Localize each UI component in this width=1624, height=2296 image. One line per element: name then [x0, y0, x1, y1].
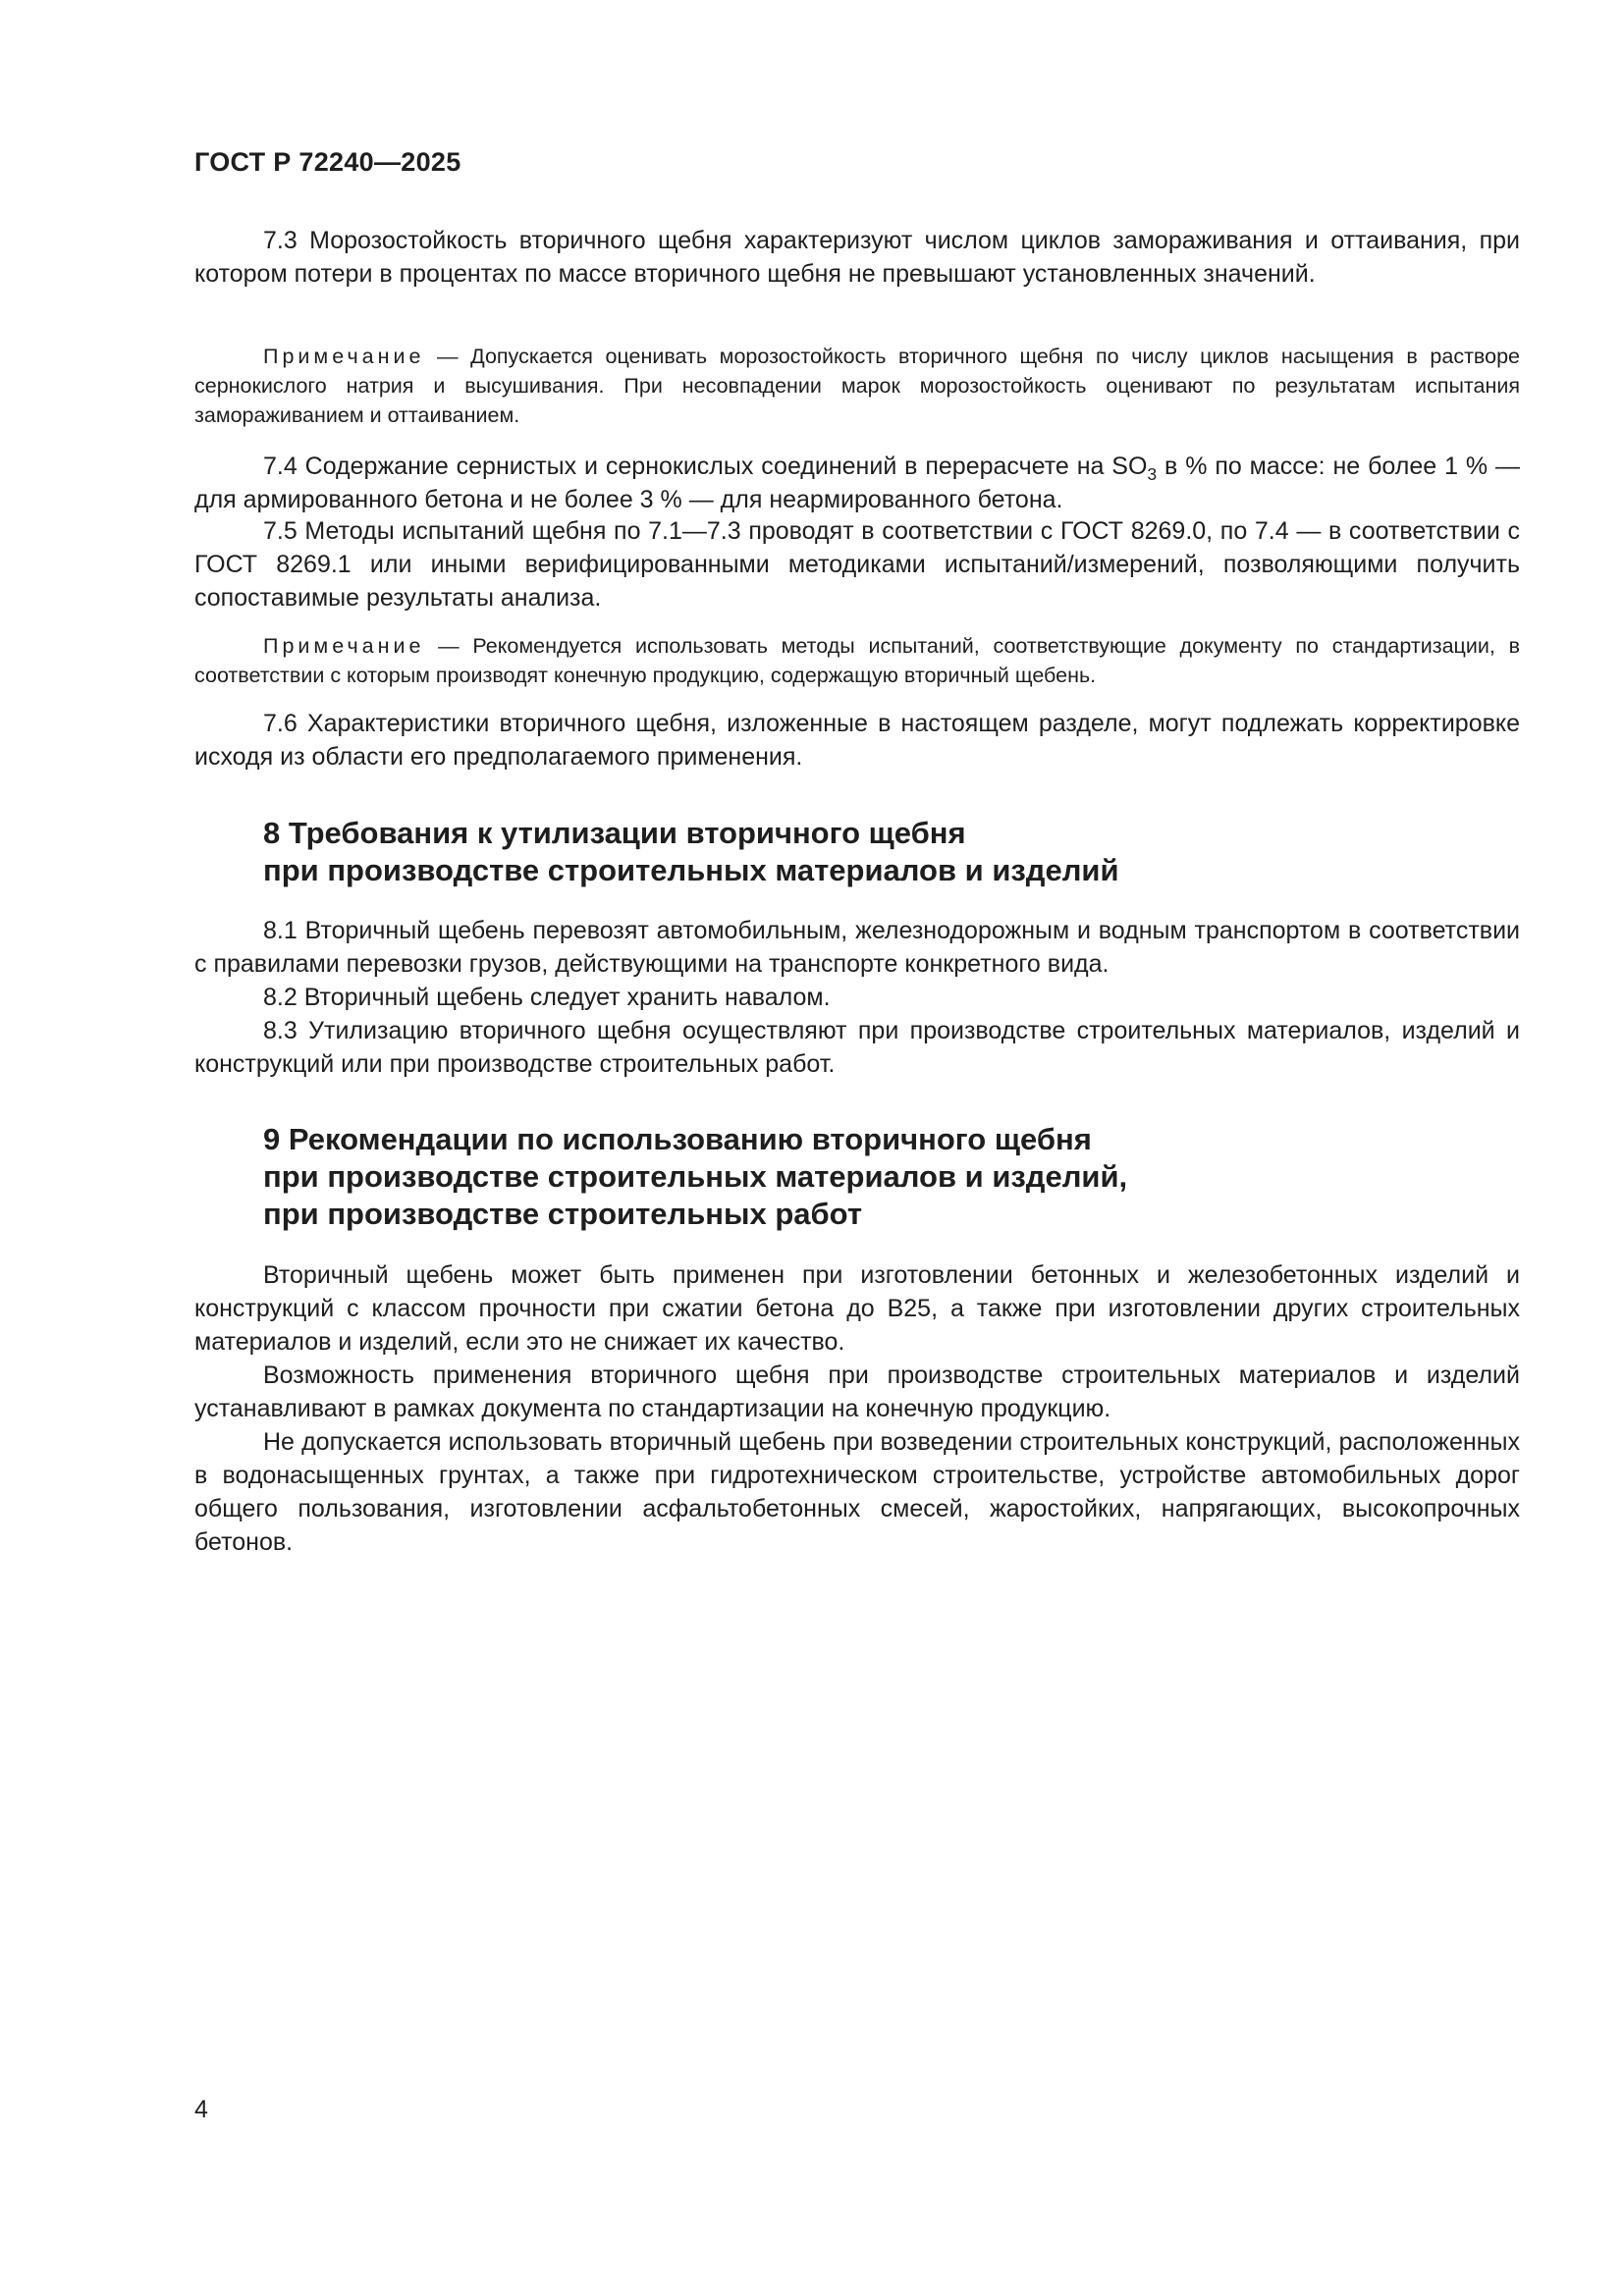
heading-line: 8 Требования к утилизации вторичного щебня — [263, 816, 966, 850]
paragraph-7-6: 7.6 Характеристики вторичного щебня, изложенные в настоящем разделе, могут подлежать корректировке исходя из области его предполагаемого применения. — [194, 710, 1520, 771]
document-header: ГОСТ Р 72240—2025 — [194, 147, 461, 177]
page-number: 4 — [194, 2096, 208, 2123]
paragraph-8-2: 8.2 Вторичный щебень следует хранить навалом. — [263, 984, 831, 1011]
section-9-heading — [263, 1121, 1520, 1233]
heading-line: 9 Рекомендации по использованию вторичного щебня — [263, 1122, 1092, 1156]
note-text: — Допускается оценивать морозостойкость вторичного щебня по числу циклов насыщения в растворе сернокислого натрия и высушивания. При несовпадении марок морозостойкость оценивают по результатам испытания замораживанием и оттаиванием. — [194, 345, 1520, 427]
section-8-heading — [263, 815, 1520, 889]
heading-line: при производстве строительных материалов и изделий, — [263, 1159, 1128, 1194]
heading-line: при производстве строительных работ — [263, 1197, 863, 1231]
heading-line: при производстве строительных материалов и изделий — [263, 853, 1119, 887]
paragraph-7-4 — [194, 450, 1520, 516]
note-1 — [194, 342, 1520, 430]
paragraph-7-5: 7.5 Методы испытаний щебня по 7.1—7.3 проводят в соответствии с ГОСТ 8269.0, по 7.4 — в соответствии с ГОСТ 8269.1 или иными верифицированными методиками испытаний/измерений, позволяющими получить сопоставимые результаты анализа. — [194, 517, 1520, 612]
paragraph-7-3: 7.3 Морозостойкость вторичного щебня характеризуют числом циклов замораживания и оттаивания, при котором потери в процентах по массе вторичного щебня не превышают установленных значений. — [194, 227, 1520, 288]
note-label: Примечание — [263, 345, 425, 368]
note-text: — Рекомендуется использовать методы испытаний, соответствующие документу по стандартизации, в соответствии с которым производят конечную продукцию, содержащую вторичный щебень. — [194, 634, 1520, 687]
paragraph-9-1: Вторичный щебень может быть применен при изготовлении бетонных и железобетонных изделий и конструкций с классом прочности при сжатии бетона до В25, а также при изготовлении других строительных материалов и изделий, если это не снижает их качество. — [194, 1261, 1520, 1356]
paragraph-9-2: Возможность применения вторичного щебня при производстве строительных материалов и изделий устанавливают в рамках документа по стандартизации на конечную продукцию. — [194, 1362, 1520, 1422]
paragraph-7-4-part2: в % по массе: не более 1 % — для армированного бетона и не более 3 % — для неармированного бетона. — [194, 453, 1520, 513]
paragraph-9-3: Не допускается использовать вторичный щебень при возведении строительных конструкций, расположенных в водонасыщенных грунтах, а также при гидротехническом строительстве, устройстве автомобильных дорог общего пользования, изготовлении асфальтобетонных смесей, жаростойких, напрягающих, высокопрочных бетонов. — [194, 1428, 1520, 1556]
note-label: Примечание — [263, 634, 425, 658]
paragraph-7-4-part1: 7.4 Содержание сернистых и сернокислых соединений в перерасчете на SO — [263, 453, 1148, 480]
paragraph-8-1: 8.1 Вторичный щебень перевозят автомобильным, железнодорожным и водным транспортом в соответствии с правилами перевозки грузов, действующими на транспорте конкретного вида. — [194, 917, 1520, 978]
subscript: 3 — [1147, 464, 1158, 485]
note-2 — [194, 631, 1520, 690]
paragraph-8-3: 8.3 Утилизацию вторичного щебня осуществляют при производстве строительных материалов, изделий и конструкций или при производстве строительных работ. — [194, 1017, 1520, 1078]
